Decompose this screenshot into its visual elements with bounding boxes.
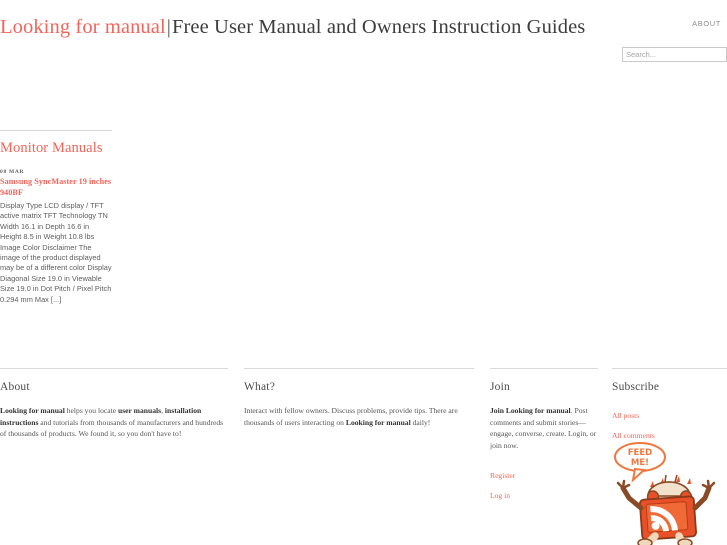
footer-link-register[interactable] [490,465,598,483]
category-title: Monitor Manuals [0,140,103,156]
register-link[interactable]: Register [490,471,516,481]
about-mid-1: helps you locate [64,406,118,415]
footer-heading-join: Join [490,381,510,393]
nav-item-about[interactable] [692,13,721,31]
post-excerpt: Display Type LCD display / TFT active matrix TFT Technology TN Width 16.1 in Depth 16.6 in Height 8.5 in Weight 10.8 lbs Image Color Disclaimer The image of the product displayed may be of a different color Display Diagonal Size 19.0 in Viewable Size 19.0 in Dot Pitch / Pixel Pitch 0.294 mm Max [...] [0,201,112,304]
subscribe-links [612,405,727,443]
site-header [0,0,727,118]
site-title-separator: | [166,16,171,38]
primary-nav [692,13,721,31]
post-title-link[interactable]: Samsung SyncMaster 19 inches 940BF [0,177,112,197]
footer-divider-what [244,368,474,369]
post-date: 08 MAR [0,169,25,175]
about-bold-manuals: user manuals [118,406,162,415]
log-in-link[interactable]: Log in [490,491,511,501]
about-rest: and tutorials from thousands of manufacturers and hundreds of thousands of products. We found it, so you don't have to! [0,417,224,439]
about-bold-install: installation instructions [0,406,202,427]
about-mid-2: , [161,406,165,415]
site-title-tagline: Free User Manual and Owners Instruction Guides [171,16,586,38]
site-title-brand[interactable]: Looking for manual [0,16,166,38]
speech-text-line1: FEED [627,448,653,458]
footer-text-about [0,405,228,440]
nav-link-about[interactable]: ABOUT [692,19,721,28]
join-rest: . Post comments and submit stories—engage, converse, create. Login, or join now. [490,406,597,450]
search-form [622,44,727,62]
feed-robot-mascot[interactable] [603,440,721,545]
content-divider [0,130,112,131]
join-bold-brand: Join Looking for manual [490,406,571,415]
site-title [0,16,585,39]
footer-column-what [244,368,474,505]
footer-text-join [490,405,598,451]
speech-text-line2: ME! [630,458,650,468]
footer-link-log-in[interactable] [490,485,598,503]
footer-heading-what: What? [244,381,276,393]
what-start: Interact with fellow owners. Discuss problems, provide tips. There are thousands of users interacting on [244,406,458,427]
what-end: daily! [410,417,431,427]
footer-column-about [0,368,228,505]
footer-divider-subscribe [612,368,727,369]
footer-heading-about: About [0,381,30,393]
footer-divider-about [0,368,228,369]
footer-heading-subscribe: Subscribe [612,381,660,393]
footer-link-all-posts[interactable] [612,405,727,423]
robot-body-rss-icon [640,496,697,540]
all-comments-link[interactable]: All comments [612,431,655,440]
footer-text-what [244,405,474,428]
about-bold-brand: Looking for manual [0,406,65,415]
post-item [0,169,112,305]
join-links [490,465,598,503]
post-title[interactable] [0,177,112,198]
all-posts-link[interactable]: All posts [612,411,640,420]
footer-column-join [490,368,598,505]
main-content [0,130,112,305]
footer-divider-join [490,368,598,369]
search-input[interactable] [622,47,727,62]
speech-bubble-icon [615,443,665,480]
what-bold-brand: Looking for manual [345,417,411,427]
